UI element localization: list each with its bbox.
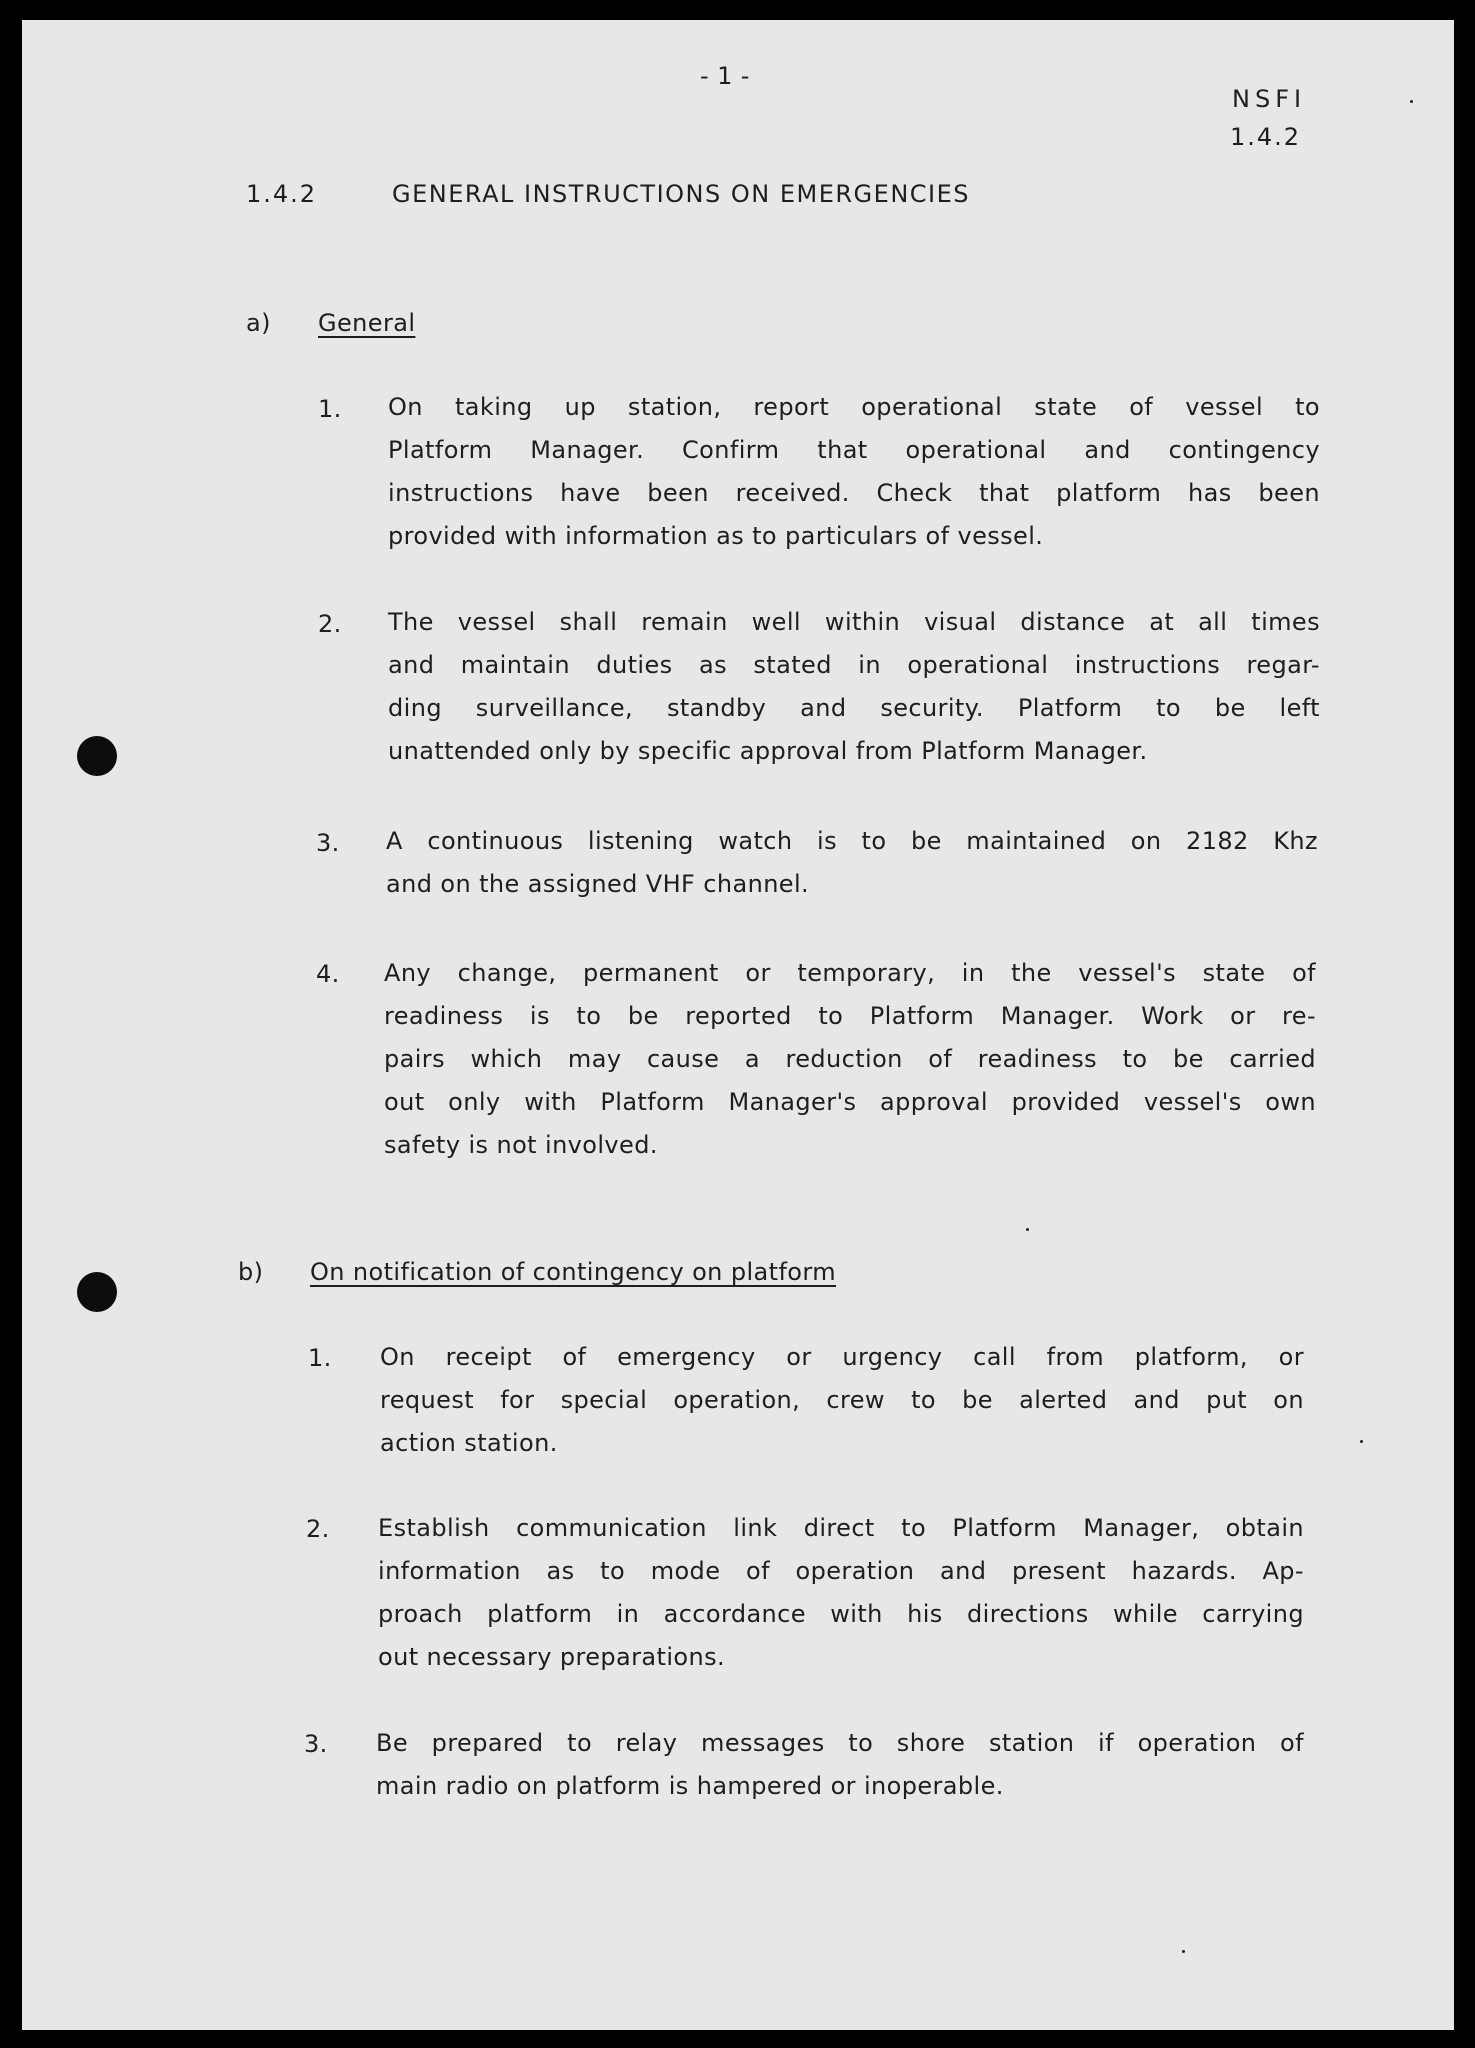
paragraph-line: and on the assigned VHF channel. [386,870,810,898]
paragraph-line: Any change, permanent or temporary, in the vessel's state of [384,959,1316,987]
paragraph-line: out only with Platform Manager's approval provided vessel's own [384,1088,1316,1116]
paragraph-line: The vessel shall remain well within visual distance at all times [388,608,1320,636]
scan-speck [1026,1228,1029,1231]
item-number: 1. [308,1344,332,1372]
paragraph-line: pairs which may cause a reduction of readiness to be carried [384,1045,1316,1073]
punch-hole-top [77,736,117,776]
paragraph-line: main radio on platform is hampered or inoperable. [376,1772,1004,1800]
paragraph-line: A continuous listening watch is to be maintained on 2182 Khz [386,827,1318,855]
list-item [384,952,1316,1167]
paragraph-line: ding surveillance, standby and security. Platform to be left [388,694,1320,722]
page-number: - 1 - [700,62,750,90]
item-number: 3. [316,829,340,857]
section-number: 1.4.2 [246,180,318,208]
paragraph-line: provided with information as to particulars of vessel. [388,522,1044,550]
paragraph-line: proach platform in accordance with his directions while carrying [378,1600,1304,1628]
item-number: 4. [316,960,340,988]
section-a-heading: General [318,309,416,337]
scan-speck [1410,100,1413,103]
paragraph-line: safety is not involved. [384,1131,658,1159]
paragraph-line: readiness is to be reported to Platform Manager. Work or re- [384,1002,1316,1030]
paragraph-line: action station. [380,1429,558,1457]
punch-hole-bottom [77,1272,117,1312]
paragraph-line: On receipt of emergency or urgency call from platform, or [380,1343,1304,1371]
section-a-label: a) [246,309,271,337]
item-number: 2. [318,610,342,638]
paragraph-line: On taking up station, report operational state of vessel to [388,393,1320,421]
section-b-label: b) [238,1258,264,1286]
item-number: 3. [304,1730,328,1758]
scan-speck [1360,1440,1363,1443]
doc-code: NSFI [1232,85,1307,113]
scan-speck [1182,1950,1185,1953]
item-number: 1. [318,395,342,423]
list-item [386,820,1318,906]
item-number: 2. [306,1515,330,1543]
paragraph-line: unattended only by specific approval from Platform Manager. [388,737,1148,765]
paragraph-line: out necessary preparations. [378,1643,726,1671]
paragraph-line: and maintain duties as stated in operational instructions regar- [388,651,1320,679]
paragraph-line: information as to mode of operation and present hazards. Ap- [378,1557,1304,1585]
list-item [378,1507,1304,1679]
document-page [22,20,1454,2030]
section-b-heading: On notification of contingency on platform [310,1258,837,1286]
paragraph-line: request for special operation, crew to be alerted and put on [380,1386,1304,1414]
list-item [380,1336,1304,1465]
doc-section-code: 1.4.2 [1230,123,1302,151]
paragraph-line: Platform Manager. Confirm that operational and contingency [388,436,1320,464]
list-item [388,601,1320,773]
paragraph-line: instructions have been received. Check that platform has been [388,479,1320,507]
page-title: GENERAL INSTRUCTIONS ON EMERGENCIES [392,180,971,208]
list-item [376,1722,1304,1808]
paragraph-line: Be prepared to relay messages to shore station if operation of [376,1729,1304,1757]
list-item [388,386,1320,558]
paragraph-line: Establish communication link direct to Platform Manager, obtain [378,1514,1304,1542]
